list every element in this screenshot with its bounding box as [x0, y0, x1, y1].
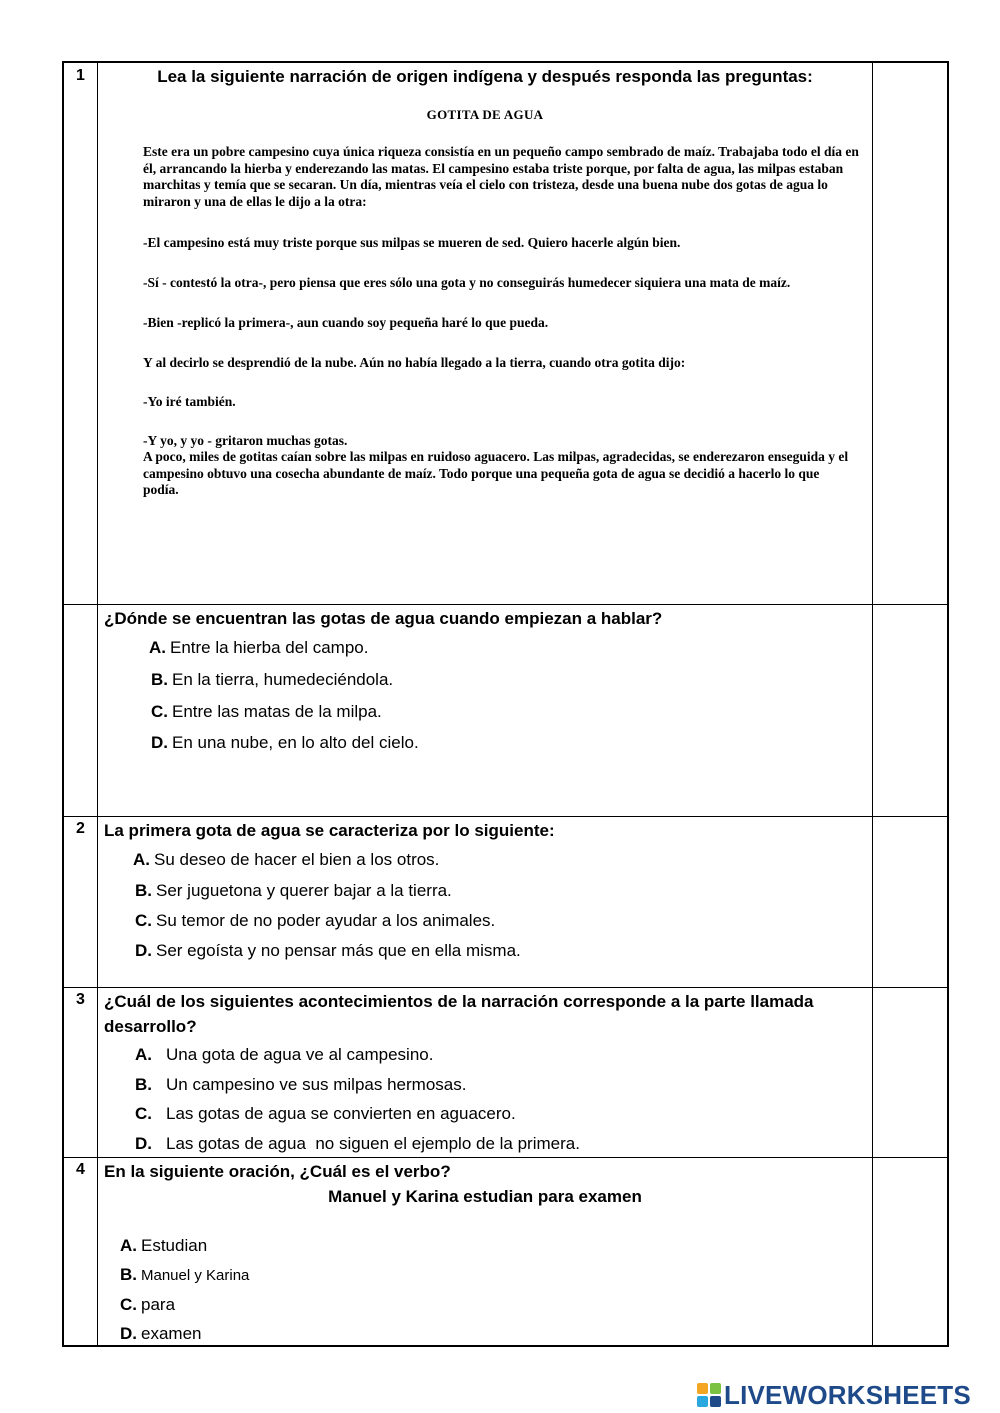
instruction-title: Lea la siguiente narración de origen indígena y después responda las preguntas: [157, 67, 813, 86]
liveworksheets-icon [697, 1383, 721, 1407]
answer-option[interactable] [135, 1134, 580, 1154]
row-divider [64, 816, 947, 817]
story-title: GOTITA DE AGUA [426, 107, 544, 122]
row-divider [64, 604, 947, 605]
option-text: Entre la hierba del campo. [170, 638, 369, 657]
story-paragraph: Este era un pobre campesino cuya única riqueza consistía en un pequeño campo sembrado de maíz. Trabajaba todo el día en él, arrancando la hierba y enderezando las matas. El campesino estaba triste porque, por falta de agua, las milpas estaban marchitas y temía que se secaran. Un día, mientras veía el cielo con tristeza, desde una buena nube dos gotas de agua lo miraron y una de ellas le dijo a la otra: [143, 144, 859, 209]
option-text: Manuel y Karina [141, 1267, 250, 1284]
answer-option[interactable] [120, 1236, 207, 1256]
story-paragraph: -Bien -replicó la primera-, aun cuando soy pequeña haré lo que pueda. [143, 315, 549, 330]
option-letter: C. [135, 911, 152, 930]
liveworksheets-logo [697, 1380, 971, 1410]
question-text: La primera gota de agua se caracteriza por lo siguiente: [104, 821, 555, 840]
question-text: ¿Cuál de los siguientes acontecimientos de la narración corresponde a la parte llamada desarrollo? [104, 992, 814, 1036]
question-number: 3 [76, 991, 85, 1008]
option-text: Ser egoísta y no pensar más que en ella misma. [156, 941, 521, 960]
brand-name: LIVEWORKSHEETS [724, 1379, 971, 1410]
column-divider-answer [872, 63, 873, 1345]
answer-option[interactable] [120, 1265, 249, 1285]
story-paragraph: A poco, miles de gotitas caían sobre las milpas en ruidoso aguacero. Las milpas, agradecidas, se enderezaron enseguida y el campesino obtuvo una cosecha abundante de maíz. Todo porque una pequeña gota de agua se decidió a hacerlo lo que podía. [143, 449, 849, 497]
option-letter: D. [151, 733, 168, 752]
option-text: En la tierra, humedeciéndola. [172, 670, 394, 689]
answer-option[interactable] [120, 1324, 201, 1344]
question-number: 4 [76, 1161, 85, 1178]
row-divider [64, 987, 947, 988]
option-letter: A. [133, 850, 150, 869]
option-letter: A. [149, 638, 166, 657]
option-letter: C. [135, 1104, 152, 1123]
answer-option[interactable] [135, 1104, 516, 1124]
option-text: para [141, 1295, 176, 1314]
option-letter: A. [135, 1045, 152, 1064]
option-letter: C. [120, 1295, 137, 1314]
example-sentence: Manuel y Karina estudian para examen [328, 1187, 642, 1206]
answer-option[interactable] [135, 911, 495, 931]
option-text: Un campesino ve sus milpas hermosas. [166, 1075, 467, 1094]
row-divider [64, 1157, 947, 1158]
option-text: Su temor de no poder ayudar a los animales. [156, 911, 496, 930]
answer-option[interactable] [149, 638, 368, 658]
option-text: Las gotas de agua se convierten en aguacero. [166, 1104, 516, 1123]
answer-option[interactable] [135, 881, 452, 901]
answer-option[interactable] [151, 670, 393, 690]
option-text: Las gotas de agua no siguen el ejemplo de la primera. [166, 1134, 580, 1153]
option-letter: B. [151, 670, 168, 689]
option-text: Ser juguetona y querer bajar a la tierra. [156, 881, 452, 900]
answer-option[interactable] [151, 702, 382, 722]
question-number: 2 [76, 820, 85, 837]
option-text: Entre las matas de la milpa. [172, 702, 382, 721]
story-paragraph: -Y yo, y yo - gritaron muchas gotas. [143, 433, 348, 448]
question-text: En la siguiente oración, ¿Cuál es el verbo? [104, 1162, 451, 1181]
question-text: ¿Dónde se encuentran las gotas de agua cuando empiezan a hablar? [104, 609, 663, 628]
option-letter: A. [120, 1236, 137, 1255]
option-letter: B. [120, 1265, 137, 1284]
option-letter: B. [135, 881, 152, 900]
option-letter: D. [120, 1324, 137, 1343]
option-text: En una nube, en lo alto del cielo. [172, 733, 419, 752]
answer-option[interactable] [120, 1295, 175, 1315]
story-paragraph: -El campesino está muy triste porque sus milpas se mueren de sed. Quiero hacerle algún bien. [143, 235, 681, 250]
story-paragraph: -Yo iré también. [143, 394, 236, 409]
option-text: Una gota de agua ve al campesino. [166, 1045, 434, 1064]
answer-option[interactable] [151, 733, 419, 753]
answer-option[interactable] [135, 1045, 433, 1065]
answer-option[interactable] [133, 850, 439, 870]
option-letter: C. [151, 702, 168, 721]
column-divider-number [97, 63, 98, 1345]
story-paragraph: Y al decirlo se desprendió de la nube. Aún no había llegado a la tierra, cuando otra gotita dijo: [143, 355, 686, 370]
story-paragraph: -Sí - contestó la otra-, pero piensa que eres sólo una gota y no conseguirás humedecer siquiera una mata de maíz. [143, 275, 791, 290]
option-letter: D. [135, 941, 152, 960]
option-letter: D. [135, 1134, 152, 1153]
option-text: examen [141, 1324, 202, 1343]
option-text: Estudian [141, 1236, 208, 1255]
answer-option[interactable] [135, 941, 521, 961]
option-letter: B. [135, 1075, 152, 1094]
answer-option[interactable] [135, 1075, 466, 1095]
question-number: 1 [76, 67, 85, 84]
option-text: Su deseo de hacer el bien a los otros. [154, 850, 440, 869]
worksheet-table [62, 61, 949, 1347]
